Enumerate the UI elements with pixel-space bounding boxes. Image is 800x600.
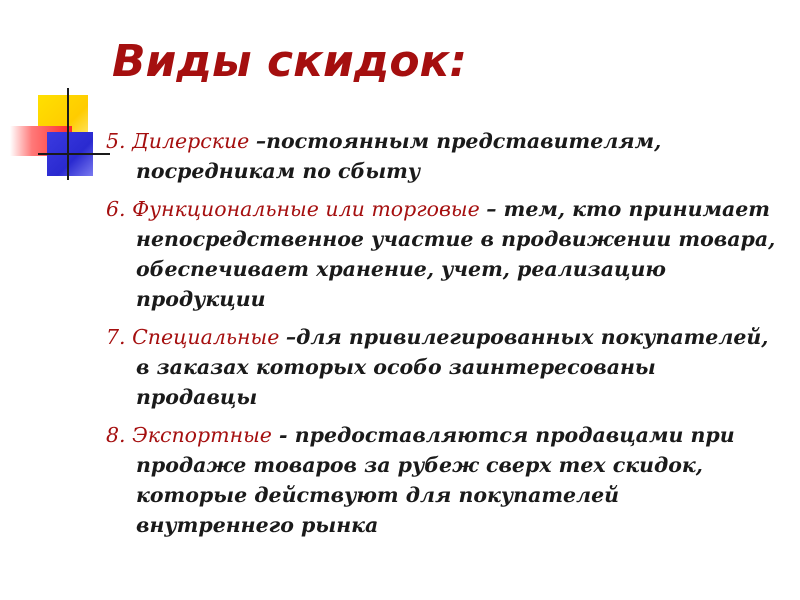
horizontal-line-decoration bbox=[38, 153, 110, 155]
discount-list bbox=[106, 126, 776, 548]
list-item bbox=[106, 322, 776, 412]
list-item bbox=[106, 420, 776, 540]
item-term: 7. Специальные bbox=[106, 325, 286, 349]
item-description: - предоставляются продавцами при продаже товаров за рубеж сверх тех скидок, которые действуют для покупателей внутреннего рынка bbox=[136, 423, 735, 537]
list-item bbox=[106, 194, 776, 314]
item-description: –для привилегированных покупателей, в заказах которых особо заинтересованы продавцы bbox=[136, 325, 769, 409]
slide-title: Виды скидок: bbox=[112, 36, 468, 87]
item-term: 6. Функциональные или торговые bbox=[106, 197, 487, 221]
item-description: –постоянным представителям, посредникам по сбыту bbox=[136, 129, 662, 183]
vertical-line-decoration bbox=[67, 88, 69, 180]
item-description: – тем, кто принимает непосредственное участие в продвижении товара, обеспечивает хранение, учет, реализацию продукции bbox=[136, 197, 776, 311]
item-term: 8. Экспортные bbox=[106, 423, 272, 447]
item-term: 5. Дилерские bbox=[106, 129, 256, 153]
list-item bbox=[106, 126, 776, 186]
